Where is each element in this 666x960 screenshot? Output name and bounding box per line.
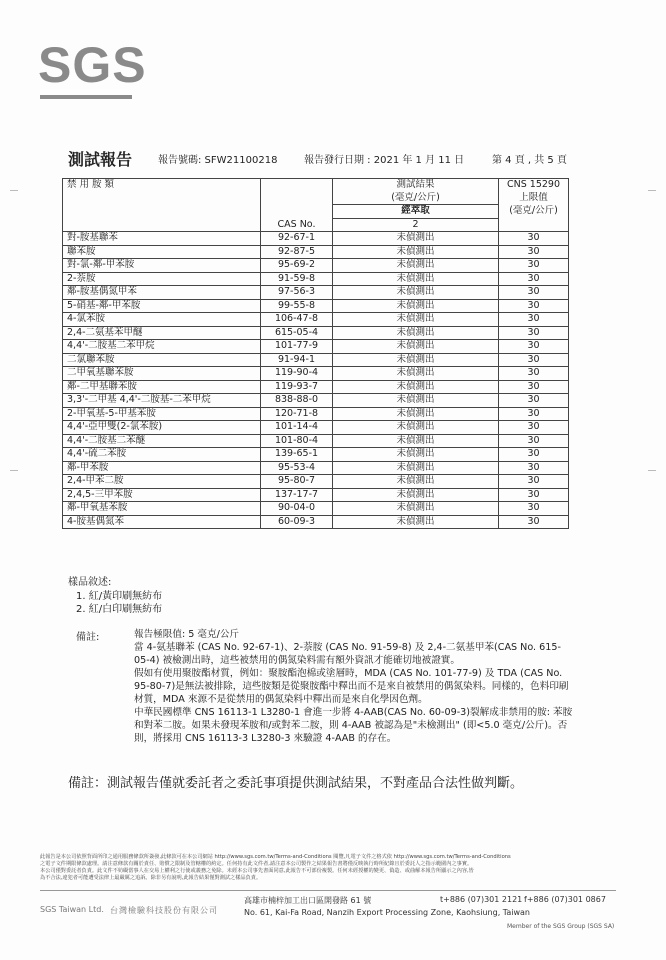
cell-limit: 30 (499, 380, 569, 394)
col-header-result: 測試結果 (333, 179, 499, 192)
registration-mark (648, 470, 656, 471)
cell-cas-no: 120-71-8 (261, 407, 333, 421)
col-header-extraction: 經萃取 (333, 205, 499, 219)
cell-cas-no: 838-88-0 (261, 394, 333, 408)
cell-limit: 30 (499, 461, 569, 475)
cell-result: 未偵測出 (333, 353, 499, 367)
cell-cas-no: 137-17-7 (261, 488, 333, 502)
table-row (63, 380, 569, 394)
cell-cas-no: 101-14-4 (261, 421, 333, 435)
cell-limit: 30 (499, 299, 569, 313)
cell-limit: 30 (499, 286, 569, 300)
cell-result: 未偵測出 (333, 421, 499, 435)
cell-amine-name: 2-甲氧基-5-甲基苯胺 (63, 407, 261, 421)
remarks-body (134, 628, 574, 745)
col-header-amine: 禁 用 胺 類 (63, 179, 261, 232)
cell-amine-name: 聯苯胺 (63, 245, 261, 259)
table-row (63, 394, 569, 408)
page-number: 第 4 頁 , 共 5 頁 (492, 155, 567, 166)
cell-limit: 30 (499, 488, 569, 502)
cell-limit: 30 (499, 245, 569, 259)
cell-limit: 30 (499, 394, 569, 408)
fine-print-line: 本公司僅對委託者負責。此文件不妨礙當事人在交易上權利之行使或義務之免除。未經本公司事先書面同意,此報告不可部份複製。任何未經授權的變更、偽造、或曲解本報告所顯示之內容,皆 (40, 868, 474, 874)
cell-amine-name: 4,4'-亞甲雙(2-氯苯胺) (63, 421, 261, 435)
cell-amine-name: 對-氯-鄰-甲苯胺 (63, 259, 261, 273)
cell-limit: 30 (499, 434, 569, 448)
table-row (63, 421, 569, 435)
sgs-logo: SGS (38, 37, 147, 93)
cell-limit: 30 (499, 515, 569, 529)
cell-limit: 30 (499, 421, 569, 435)
footer-divider (40, 890, 616, 891)
cell-result: 未偵測出 (333, 407, 499, 421)
cell-cas-no: 101-77-9 (261, 340, 333, 354)
cell-result: 未偵測出 (333, 259, 499, 273)
cell-cas-no: 106-47-8 (261, 313, 333, 327)
cell-amine-name: 鄰-甲氧基苯胺 (63, 502, 261, 516)
company-name-cn: 台灣檢驗科技股份有限公司 (110, 906, 218, 915)
cell-amine-name: 對-胺基聯苯 (63, 232, 261, 246)
company-name-en: SGS Taiwan Ltd. (40, 905, 104, 914)
report-header (68, 147, 628, 167)
cell-cas-no: 119-90-4 (261, 367, 333, 381)
cell-result: 未偵測出 (333, 245, 499, 259)
remark-line: 中華民國標準 CNS 16113-1 L3280-1 會進一步將 4-AAB(CAS No. 60-09-3)裂解成非禁用的胺: 苯胺和對苯二胺。如果未發現苯胺和/或對苯二胺，則 4-AAB 被認為是"未檢測出" (即<5.0 毫克/公斤)。否則，將採用 CNS 16113-3 L3280-3 來驗證 4-AAB 的存在。 (134, 707, 573, 744)
table-row (63, 502, 569, 516)
report-number: 報告號碼: SFW21100218 (158, 155, 278, 166)
col-header-limit: CNS 15290 (499, 179, 569, 192)
cell-amine-name: 4,4'-二胺基二苯醚 (63, 434, 261, 448)
cell-result: 未偵測出 (333, 340, 499, 354)
cell-cas-no: 91-59-8 (261, 272, 333, 286)
table-row (63, 340, 569, 354)
table-row (63, 259, 569, 273)
cell-amine-name: 二甲氧基聯苯胺 (63, 367, 261, 381)
cell-result: 未偵測出 (333, 380, 499, 394)
registration-mark (648, 190, 656, 191)
cell-limit: 30 (499, 475, 569, 489)
cell-result: 未偵測出 (333, 448, 499, 462)
cell-limit: 30 (499, 367, 569, 381)
registration-mark (10, 190, 18, 191)
fine-print-line: 此報告是本公司依照背面所印之通用服務條款所簽發,此條款可在本公司網站 http://www.sgs.com.tw/Terms-and-Conditions 閱覽,凡電子文件之格式依 http://www.sgs.com.tw/Terms-and-Conditions (40, 854, 511, 860)
cell-cas-no: 119-93-7 (261, 380, 333, 394)
report-title: 測試報告 (68, 150, 133, 169)
registration-mark (10, 470, 18, 471)
cell-limit: 30 (499, 232, 569, 246)
cell-amine-name: 5-硝基-鄰-甲苯胺 (63, 299, 261, 313)
cell-cas-no: 60-09-3 (261, 515, 333, 529)
sample-item-1: 1. 紅/黃印刷無紡布 (76, 591, 163, 602)
table-row (63, 272, 569, 286)
cell-cas-no: 139-65-1 (261, 448, 333, 462)
cell-limit: 30 (499, 353, 569, 367)
cell-result: 未偵測出 (333, 367, 499, 381)
cell-amine-name: 4,4'-硫二苯胺 (63, 448, 261, 462)
cell-amine-name: 3,3'-二甲基 4,4'-二胺基-二苯甲烷 (63, 394, 261, 408)
cell-cas-no: 97-56-3 (261, 286, 333, 300)
cell-limit: 30 (499, 326, 569, 340)
cell-amine-name: 鄰-甲苯胺 (63, 461, 261, 475)
cell-cas-no: 95-69-2 (261, 259, 333, 273)
cell-limit: 30 (499, 502, 569, 516)
table-row (63, 515, 569, 529)
remark-line: 報告極限值: 5 毫克/公斤 (134, 629, 240, 640)
table-row (63, 367, 569, 381)
cell-result: 未偵測出 (333, 515, 499, 529)
cell-cas-no: 615-05-4 (261, 326, 333, 340)
cell-limit: 30 (499, 407, 569, 421)
cell-amine-name: 4-胺基偶氮苯 (63, 515, 261, 529)
cell-result: 未偵測出 (333, 299, 499, 313)
table-row (63, 461, 569, 475)
cell-result: 未偵測出 (333, 313, 499, 327)
cell-result: 未偵測出 (333, 326, 499, 340)
cell-cas-no: 95-53-4 (261, 461, 333, 475)
table-row (63, 353, 569, 367)
cell-amine-name: 2,4,5-三甲苯胺 (63, 488, 261, 502)
cell-limit: 30 (499, 313, 569, 327)
table-row (63, 326, 569, 340)
cell-result: 未偵測出 (333, 232, 499, 246)
sample-item-2: 2. 紅/白印刷無紡布 (76, 604, 163, 615)
cell-amine-name: 4,4'-二胺基二苯甲烷 (63, 340, 261, 354)
cell-result: 未偵測出 (333, 461, 499, 475)
col-header-limit-label: 上限值 (499, 192, 569, 205)
fax: f+886 (07)301 0867 (524, 895, 606, 904)
cell-result: 未偵測出 (333, 286, 499, 300)
col-header-result-unit: (毫克/公斤) (333, 192, 499, 205)
cell-cas-no: 92-67-1 (261, 232, 333, 246)
cell-amine-name: 2,4-甲苯二胺 (63, 475, 261, 489)
issue-date: 報告發行日期 : 2021 年 1 月 11 日 (304, 155, 465, 166)
remark-line: 假如有使用聚胺酯材質，例如：聚胺酯泡棉或塗層時，MDA (CAS No. 101-77-9) 及 TDA (CAS No. 95-80-7)是無法被排除，這些胺類是從聚胺酯中釋出而不是來自被禁用的偶氮染料。同樣的，色料印刷材質，MDA 來源不是從禁用的偶氮染料中釋出而是來自化學因色劑。 (134, 668, 569, 705)
address-en: No. 61, Kai-Fa Road, Nanzih Export Processing Zone, Kaohsiung, Taiwan (244, 908, 530, 917)
logo-underline (40, 95, 132, 99)
cell-cas-no: 99-55-8 (261, 299, 333, 313)
table-row (63, 299, 569, 313)
table-row (63, 488, 569, 502)
table-row (63, 448, 569, 462)
cell-cas-no: 101-80-4 (261, 434, 333, 448)
col-header-limit-unit: (毫克/公斤) (499, 205, 569, 219)
table-row (63, 245, 569, 259)
cell-amine-name: 2-萘胺 (63, 272, 261, 286)
col-header-limit-blank (499, 218, 569, 232)
cell-amine-name: 鄰-胺基偶氮甲苯 (63, 286, 261, 300)
phone: t+886 (07)301 2121 (440, 895, 523, 904)
cell-result: 未偵測出 (333, 488, 499, 502)
cell-limit: 30 (499, 259, 569, 273)
cell-cas-no: 95-80-7 (261, 475, 333, 489)
table-row (63, 232, 569, 246)
cell-limit: 30 (499, 340, 569, 354)
cell-cas-no: 92-87-5 (261, 245, 333, 259)
member-note: Member of the SGS Group (SGS SA) (507, 923, 615, 930)
col-header-sample-no: 2 (333, 218, 499, 232)
cell-result: 未偵測出 (333, 475, 499, 489)
col-header-cas: CAS No. (261, 179, 333, 232)
cell-limit: 30 (499, 272, 569, 286)
table-row (63, 286, 569, 300)
table-row (63, 434, 569, 448)
disclaimer: 備註：測試報告僅就委託者之委託事項提供測試結果，不對產品合法性做判斷。 (68, 776, 524, 791)
fine-print-line: 為不合法,違犯者可能遭受法律上最嚴厲之追訴。除非另有說明,此報告結果僅對測試之樣品負責。 (40, 875, 262, 881)
cell-limit: 30 (499, 448, 569, 462)
cell-result: 未偵測出 (333, 434, 499, 448)
cell-cas-no: 91-94-1 (261, 353, 333, 367)
address-cn: 高雄市楠梓加工出口區開發路 61 號 (244, 896, 372, 905)
cell-result: 未偵測出 (333, 272, 499, 286)
table-row (63, 313, 569, 327)
results-table (62, 178, 569, 529)
samples-title: 樣品敘述: (68, 577, 112, 588)
table-row (63, 407, 569, 421)
remark-line: 當 4-氨基聯苯 (CAS No. 92-67-1)、2-萘胺 (CAS No. 91-59-8) 及 2,4-二氨基甲苯(CAS No. 615-05-4) 被檢測出時，這些被禁用的偶氮染料需有額外資訊才能確切地被證實。 (134, 642, 561, 666)
terms-fine-print (40, 854, 616, 882)
remarks-label: 備註: (76, 632, 100, 643)
table-row (63, 475, 569, 489)
cell-result: 未偵測出 (333, 502, 499, 516)
cell-cas-no: 90-04-0 (261, 502, 333, 516)
cell-amine-name: 4-氯苯胺 (63, 313, 261, 327)
fine-print-line: 之電子文件期限條款處理。請注意條款有關於責任、賠償之限制及管轄權的約定。任何持有此文件者,請注意本公司製作之結果報告書將僅反映執行時所紀錄且於委託人之指示範圍內之事實。 (40, 861, 473, 867)
cell-amine-name: 二氯聯苯胺 (63, 353, 261, 367)
cell-amine-name: 鄰-二甲基聯苯胺 (63, 380, 261, 394)
cell-amine-name: 2,4-二氨基苯甲醚 (63, 326, 261, 340)
cell-result: 未偵測出 (333, 394, 499, 408)
